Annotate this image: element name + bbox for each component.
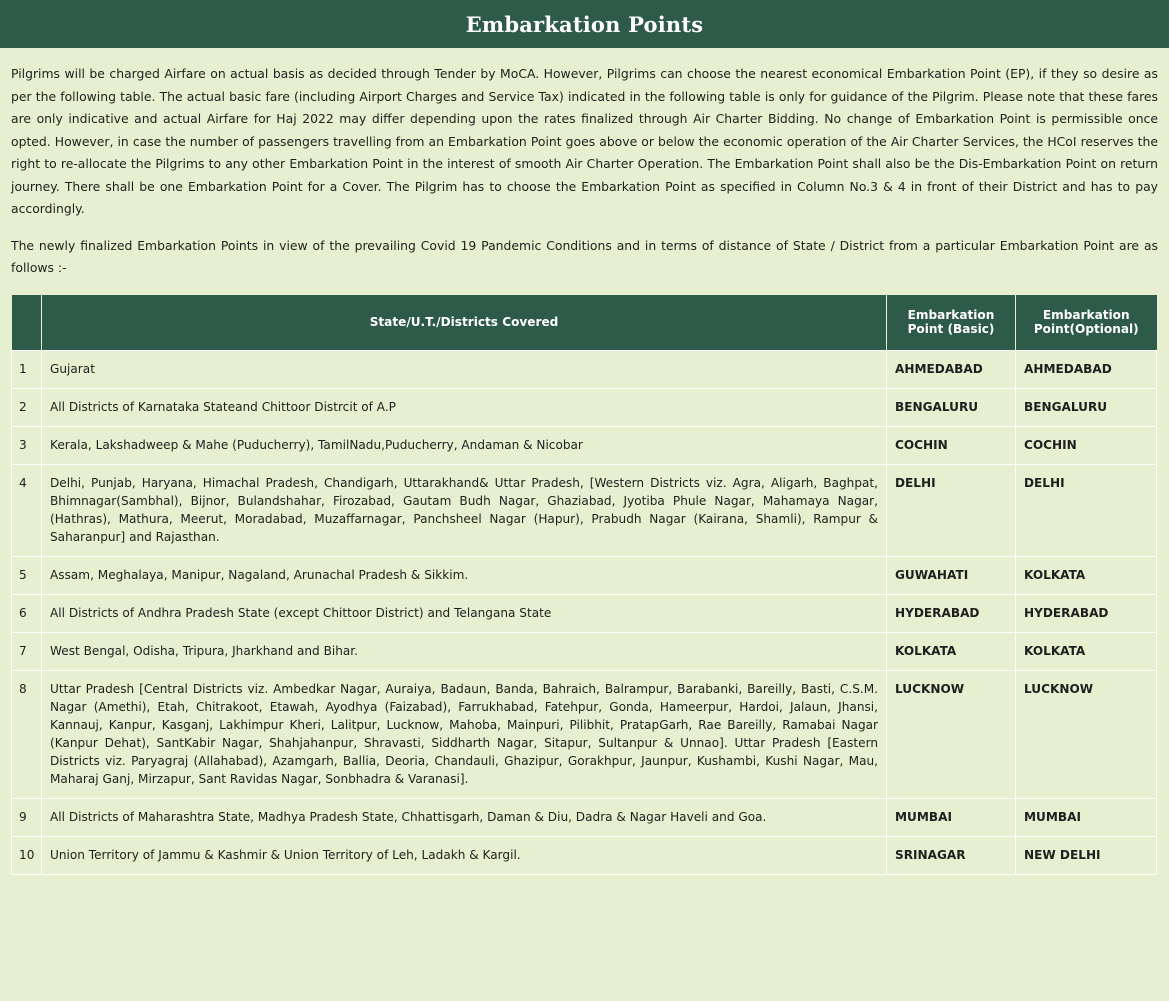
row-number: 6 [12, 595, 42, 633]
main-content [0, 63, 1169, 875]
row-states: Assam, Meghalaya, Manipur, Nagaland, Arunachal Pradesh & Sikkim. [42, 557, 887, 595]
row-number: 7 [12, 633, 42, 671]
table-row [12, 557, 1157, 595]
row-embarkation-basic: LUCKNOW [887, 671, 1016, 799]
row-states: West Bengal, Odisha, Tripura, Jharkhand and Bihar. [42, 633, 887, 671]
row-number: 9 [12, 799, 42, 837]
row-embarkation-basic: COCHIN [887, 427, 1016, 465]
row-states: Uttar Pradesh [Central Districts viz. Ambedkar Nagar, Auraiya, Badaun, Banda, Bahraich, Balrampur, Barabanki, Bareilly, Basti, C.S.M. Nagar (Amethi), Etah, Chitrakoot, Etawah, Ayodhya (Faizabad), Farrukhabad, Fatehpur, Gonda, Hameerpur, Hardoi, Jalaun, Jhansi, Kannauj, Kanpur, Kasganj, Lakhimpur Kheri, Lalitpur, Lucknow, Mahoba, Mainpuri, Pilibhit, PratapGarh, Rae Bareilly, Ramabai Nagar (Kanpur Dehat), SantKabir Nagar, Shahjahanpur, Shravasti, Siddharth Nagar, Sitapur, Sultanpur & Unnao]. Uttar Pradesh [Eastern Districts viz. Paryagraj (Allahabad), Azamgarh, Ballia, Deoria, Chandauli, Ghazipur, Gorakhpur, Jaunpur, Kushambi, Kushi Nagar, Mau, Maharaj Ganj, Mirzapur, Sant Ravidas Nagar, Sonbhadra & Varanasi]. [42, 671, 887, 799]
row-embarkation-basic: MUMBAI [887, 799, 1016, 837]
row-embarkation-basic: AHMEDABAD [887, 351, 1016, 389]
row-number: 2 [12, 389, 42, 427]
table-row [12, 633, 1157, 671]
row-states: Delhi, Punjab, Haryana, Himachal Pradesh, Chandigarh, Uttarakhand& Uttar Pradesh, [Western Districts viz. Agra, Aligarh, Baghpat, Bhimnagar(Sambhal), Bijnor, Bulandshahar, Firozabad, Gautam Budh Nagar, Ghaziabad, Jyotiba Phule Nagar, Mahamaya Nagar, (Hathras), Mathura, Meerut, Moradabad, Muzaffarnagar, Panchsheel Nagar (Hapur), Prabudh Nagar (Kairana, Shamli), Rampur & Saharanpur] and Rajasthan. [42, 465, 887, 557]
page-header [0, 0, 1169, 48]
row-embarkation-basic: DELHI [887, 465, 1016, 557]
table-row [12, 351, 1157, 389]
table-header-row [12, 295, 1157, 351]
row-embarkation-optional: AHMEDABAD [1016, 351, 1157, 389]
row-number: 5 [12, 557, 42, 595]
table-row [12, 389, 1157, 427]
row-states: Union Territory of Jammu & Kashmir & Union Territory of Leh, Ladakh & Kargil. [42, 837, 887, 875]
row-number: 1 [12, 351, 42, 389]
page-title: Embarkation Points [465, 11, 704, 37]
row-number: 4 [12, 465, 42, 557]
row-embarkation-basic: KOLKATA [887, 633, 1016, 671]
header-embarkation-optional: Embarkation Point(Optional) [1016, 295, 1157, 351]
table-row [12, 427, 1157, 465]
table-row [12, 799, 1157, 837]
row-embarkation-optional: COCHIN [1016, 427, 1157, 465]
row-embarkation-optional: DELHI [1016, 465, 1157, 557]
header-states-covered: State/U.T./Districts Covered [42, 295, 887, 351]
row-states: Gujarat [42, 351, 887, 389]
header-embarkation-basic: Embarkation Point (Basic) [887, 295, 1016, 351]
row-embarkation-optional: NEW DELHI [1016, 837, 1157, 875]
intro-note-paragraph: The newly finalized Embarkation Points in view of the prevailing Covid 19 Pandemic Conditions and in terms of distance of State / District from a particular Embarkation Point are as follows :- [11, 237, 1158, 275]
row-states: Kerala, Lakshadweep & Mahe (Puducherry), TamilNadu,Puducherry, Andaman & Nicobar [42, 427, 887, 465]
row-number: 8 [12, 671, 42, 799]
intro-paragraph: Pilgrims will be charged Airfare on actual basis as decided through Tender by MoCA. However, Pilgrims can choose the nearest economical Embarkation Point (EP), if they so desire as per the following table. The actual basic fare (including Airport Charges and Service Tax) indicated in the following table is only for guidance of the Pilgrim. Please note that these fares are only indicative and actual Airfare for Haj 2022 may differ depending upon the rates finalized through Air Charter Bidding. No change of Embarkation Point is permissible once opted. However, in case the number of passengers travelling from an Embarkation Point goes above or below the economic operation of the Air Charter Services, the HCoI reserves the right to re-allocate the Pilgrims to any other Embarkation Point in the interest of smooth Air Charter Operation. The Embarkation Point shall also be the Dis-Embarkation Point on return journey. There shall be one Embarkation Point for a Cover. The Pilgrim has to choose the Embarkation Point as specified in Column No.3 & 4 in front of their District and has to pay accordingly. [11, 66, 1158, 216]
row-states: All Districts of Andhra Pradesh State (except Chittoor District) and Telangana State [42, 595, 887, 633]
row-embarkation-optional: BENGALURU [1016, 389, 1157, 427]
header-serial-number [12, 295, 42, 351]
row-number: 3 [12, 427, 42, 465]
embarkation-table [11, 295, 1157, 876]
table-row [12, 671, 1157, 799]
row-embarkation-basic: BENGALURU [887, 389, 1016, 427]
table-row [12, 595, 1157, 633]
row-embarkation-optional: LUCKNOW [1016, 671, 1157, 799]
row-number: 10 [12, 837, 42, 875]
row-states: All Districts of Karnataka Stateand Chittoor Distrcit of A.P [42, 389, 887, 427]
row-embarkation-optional: HYDERABAD [1016, 595, 1157, 633]
row-embarkation-basic: GUWAHATI [887, 557, 1016, 595]
row-embarkation-optional: MUMBAI [1016, 799, 1157, 837]
row-embarkation-basic: HYDERABAD [887, 595, 1016, 633]
table-row [12, 837, 1157, 875]
row-embarkation-optional: KOLKATA [1016, 633, 1157, 671]
row-embarkation-optional: KOLKATA [1016, 557, 1157, 595]
table-row [12, 465, 1157, 557]
row-embarkation-basic: SRINAGAR [887, 837, 1016, 875]
row-states: All Districts of Maharashtra State, Madhya Pradesh State, Chhattisgarh, Daman & Diu, Dadra & Nagar Haveli and Goa. [42, 799, 887, 837]
